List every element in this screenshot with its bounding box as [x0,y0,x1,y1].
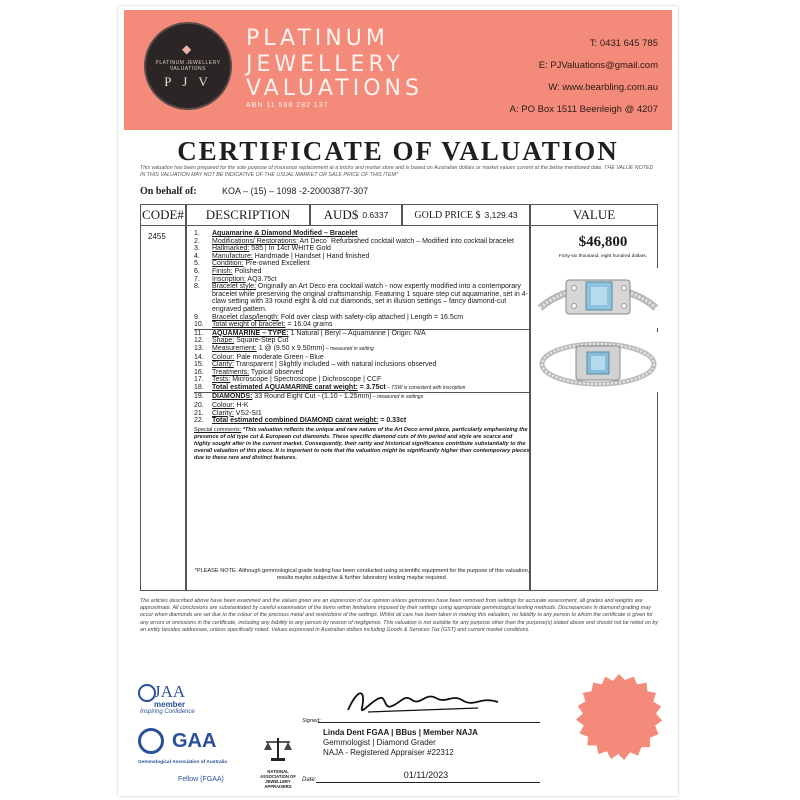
item-number: 4. [194,252,200,260]
special-comments-label: Special comments: [194,426,242,433]
list-item [194,268,530,276]
list-item [194,354,530,362]
diamond-icon: ◆ [182,42,192,56]
item-label: Modifications/ Restorations: [212,237,298,245]
col-description-label: DESCRIPTION [205,207,291,222]
list-item [194,345,530,354]
gold-price-value: 3,129.43 [484,210,518,220]
item-number: 19. [194,393,204,401]
item-text: Art Deco´ Refurbished cocktail watch – Modified into cocktail bracelet [297,237,514,245]
item-text: Typical observed [249,368,304,376]
col-description [186,204,310,226]
item-number: 18. [194,383,204,391]
item-label: Condition: [212,260,244,268]
item-number: 8. [194,283,200,291]
item-label: Manufacture: [212,252,253,260]
handwritten-signature [328,682,508,718]
bracelet-photo-1 [536,268,660,328]
signer-block [323,728,478,758]
certificate-page [118,6,678,796]
col-value [530,204,658,226]
item-number: 1. [194,230,200,237]
item-text: Pre-owned Excellent [243,260,310,268]
gaa-subtitle: Gemmological Association of Australia [138,760,227,765]
item-text: Transparent | Slightly included – with natural inclusions observed [233,361,437,369]
seal-stamp [576,674,662,760]
item-text: Microscope | Spectroscope | Dichroscope | CCF [230,376,382,384]
item-text: Handmade | Handset | Hand finished [252,252,370,260]
contact-address: A: PO Box 1511 Beenleigh @ 4207 [509,104,658,115]
special-comments-text: *This valuation reflects the unique and rare nature of the Art Deco erred piece, particularly emphasizing the presence of old type cut & European cut diamonds. These specific diamond cuts of this period and style are scarce and highly sought after in the current market. Consequently, their rarity and historical significance contribute substantially to the overall valuation of this piece. It is important to note that the valuation might be significantly higher than contemporary pieces due to these rare and distinct features. [194,426,530,461]
item-note: – measured in settings [371,394,424,401]
date-label: Date: [302,777,317,783]
item-text: 33 Round Eight Cut - (1.10 - 1.25mm) [252,393,372,401]
item-text: Fold over clasp with safety-clip attached | Length = 16.5cm [278,313,464,321]
item-label: Total estimated AQUAMARINE carat weight: [212,383,358,391]
code-column-frame [140,225,186,591]
item-number: 15. [194,361,204,369]
item-number: 12. [194,337,204,345]
on-behalf-label: On behalf of: [140,186,197,197]
item-label: Hallmarked: [212,245,250,253]
col-code [140,204,186,226]
item-label: Bracelet clasp/length: [212,313,279,321]
abn-number: ABN 11 588 282 137 [246,102,329,109]
item-label: Bracelet style: [212,283,256,291]
signature-line [318,722,540,723]
item-number: 10. [194,321,204,329]
list-item [194,337,530,345]
item-text: AQ3.75ct [245,275,277,283]
list-item [194,314,530,322]
header-banner [124,10,672,130]
brand-line-2: JEWELLERY [246,52,404,77]
reference-number: KOA – (15) – 1098 -2-20003877-307 [222,186,369,196]
certificate-title: CERTIFICATE OF VALUATION [177,136,619,166]
item-number: 7. [194,275,200,283]
date-line [316,782,540,783]
contact-phone: T: 0431 645 785 [589,38,658,49]
item-label: Clarity: [212,409,234,417]
contact-website: W: www.bearbling.com.au [548,82,658,93]
item-number: 16. [194,368,204,376]
bracelet-photo-2 [536,332,660,392]
list-item [194,361,530,369]
signer-role: Gemmologist | Diamond Grader [323,738,436,747]
list-item [194,230,530,238]
col-value-label: VALUE [572,207,616,222]
list-item [194,260,530,268]
item-label: Colour: [212,402,235,410]
item-label: Tests: [212,376,231,384]
description-list [194,230,530,462]
gaa-emblem-icon [138,728,164,754]
item-number: 11. [194,329,204,337]
item-code: 2455 [148,232,166,241]
item-number: 13. [194,344,204,352]
item-note: – measured in setting [324,345,374,352]
item-title: Aquamarine & Diamond Modified – Bracelet [212,230,358,237]
item-label: Measurement: [212,344,257,352]
item-text: = 3.75ct [357,383,386,391]
list-item [194,384,530,394]
item-note: – TSW is consistent with inscription [385,384,466,391]
item-label: Treatments: [212,368,250,376]
item-label: Finish: [212,267,233,275]
list-item [194,245,530,253]
gaa-text: GAA [172,730,217,752]
item-label: Shape: [212,337,235,345]
list-item [194,276,530,284]
item-text: = 0.33ct [378,417,407,425]
item-text: Pale moderate Green - Blue [234,353,324,361]
col-code-label: CODE# [142,207,184,222]
item-number: 5. [194,260,200,268]
col-aud [310,204,402,226]
scales-icon [263,736,293,762]
signer-name: Linda Dent FGAA | BBus | Member NAJA [323,728,478,737]
item-label: DIAMONDS: [212,393,253,401]
item-text: 585 | In 14ct WHITE Gold [249,245,331,253]
jaa-tagline: Inspiring Confidence [140,709,195,715]
list-item [194,410,530,418]
item-number: 6. [194,267,200,275]
item-text: Polished [232,267,262,275]
purpose-note: This valuation has been prepared for the sole purpose of insurance replacement at a bricks and mortar store and is based on Australian dollars or market values current at the below mentioned date. THE VALUE NOTED IN THIS VALUATION MAY NOT BE INDICATIVE OF THE USUAL MARKET OR SALE PRICE OF THIS ITEM* [140,165,654,178]
item-number: 3. [194,245,200,253]
naja-logo [254,736,302,789]
list-item [194,238,530,246]
item-label: AQUAMARINE – TYPE: [212,329,289,337]
item-number: 21. [194,409,204,417]
item-number: 14. [194,353,204,361]
on-behalf-of [140,186,369,197]
gold-price-label: GOLD PRICE $ [414,209,481,221]
item-text: 1 Natural | Beryl – Aquamarine | Origin: N/A [288,329,426,337]
list-item [194,369,530,377]
brand-line-1: PLATINUM [246,26,389,51]
gaa-fellow: Fellow (FGAA) [178,776,224,783]
item-number: 20. [194,402,204,410]
list-item [194,321,530,330]
item-text: H-K [234,402,249,410]
list-item [194,253,530,261]
list-item [194,330,530,338]
item-label: Total weight of bracelet: [212,321,286,329]
item-number: 17. [194,376,204,384]
special-comments [194,427,530,462]
item-label: Colour: [212,353,235,361]
disclaimer-text: The articles described above have been examined and the values given are an expression of our opinion unless gemstones have been removed from settings for accurate assessment, all grades and weights are approximate. All conclusions are substantiated by careful examination of the items within limitations imposed by their settings using appropriate gemmological testing methods. Discrepancies in diamond grading may occur when diamonds are set due to the colour of the precious metal and restrictions of the settings. Whilst all care has been taken in making this valuation, no liability to any person to whom the certificate is given for any errors or omissions in the certificate, including any liability to any person by reason of negligence. This valuation is not suitable for any purpose other than the purpose(s) stated above and should not be relied on by an entity besides addressee, unless specifically noted. Values expressed in Australian dollars including Goods & Services Tax (GST) and current market conditions. [140,598,659,633]
aud-label: AUD$ [323,207,359,222]
item-text: = 16.04 grams [285,321,333,329]
item-number: 22. [194,417,204,425]
item-label: Total estimated combined DIAMOND carat weight: [212,417,379,425]
list-item [194,283,530,313]
list-item [194,402,530,410]
list-item [194,393,530,402]
signer-registration: NAJA - Registered Appraiser #22312 [323,748,454,757]
jaa-emblem-icon [138,684,156,702]
item-text: Originally an Art Deco era cocktail watch - now expertly modified into a contemporary bracelet while preserving the original craftsmanship. Featuring 1 square step cut aquamarine, set in 4-claw setting with 33 round eight & old cut diamonds, set in illusion settings – fancy diamond-cut engraved pattern. [212,283,528,313]
item-text: VS2-SI1 [233,409,262,417]
item-number: 9. [194,313,200,321]
list-item [194,376,530,384]
signed-label: Signed: [302,718,321,724]
logo-ring-text: PLATINUM JEWELLERY VALUATIONS [155,60,221,72]
valuation-amount: $46,800 [578,234,628,250]
jaa-text: JAA [154,682,186,701]
jaa-member-text: member [154,700,186,709]
item-text: Square-Step Cut [234,337,289,345]
contact-email: E: PJValuations@gmail.com [538,60,658,71]
item-text: 1 @ (9.50 x 9.50mm) [256,344,325,352]
pjv-logo [144,22,232,110]
aud-value: 0.6337 [362,210,389,220]
logo-initials: P J V [164,74,212,89]
naja-text: NATIONAL ASSOCIATION OF JEWELLERY APPRAISERS [260,769,296,789]
item-label: Clarity: [212,361,234,369]
jaa-logo [138,682,228,715]
item-number: 2. [194,237,200,245]
col-gold-price [402,204,530,226]
list-item [194,417,530,425]
please-note: *PLEASE NOTE: Although gemmological grade testing has been conducted using scientific equipment for the purpose of this valuation, results maybe subjective & further laboratory testing maybe required. [194,568,530,581]
valuation-words: Forty-six thousand, eight hundred dollars. [558,254,648,259]
item-label: Inscription: [212,275,246,283]
brand-line-3: VALUATIONS [246,76,423,101]
date-value: 01/11/2023 [403,770,449,780]
